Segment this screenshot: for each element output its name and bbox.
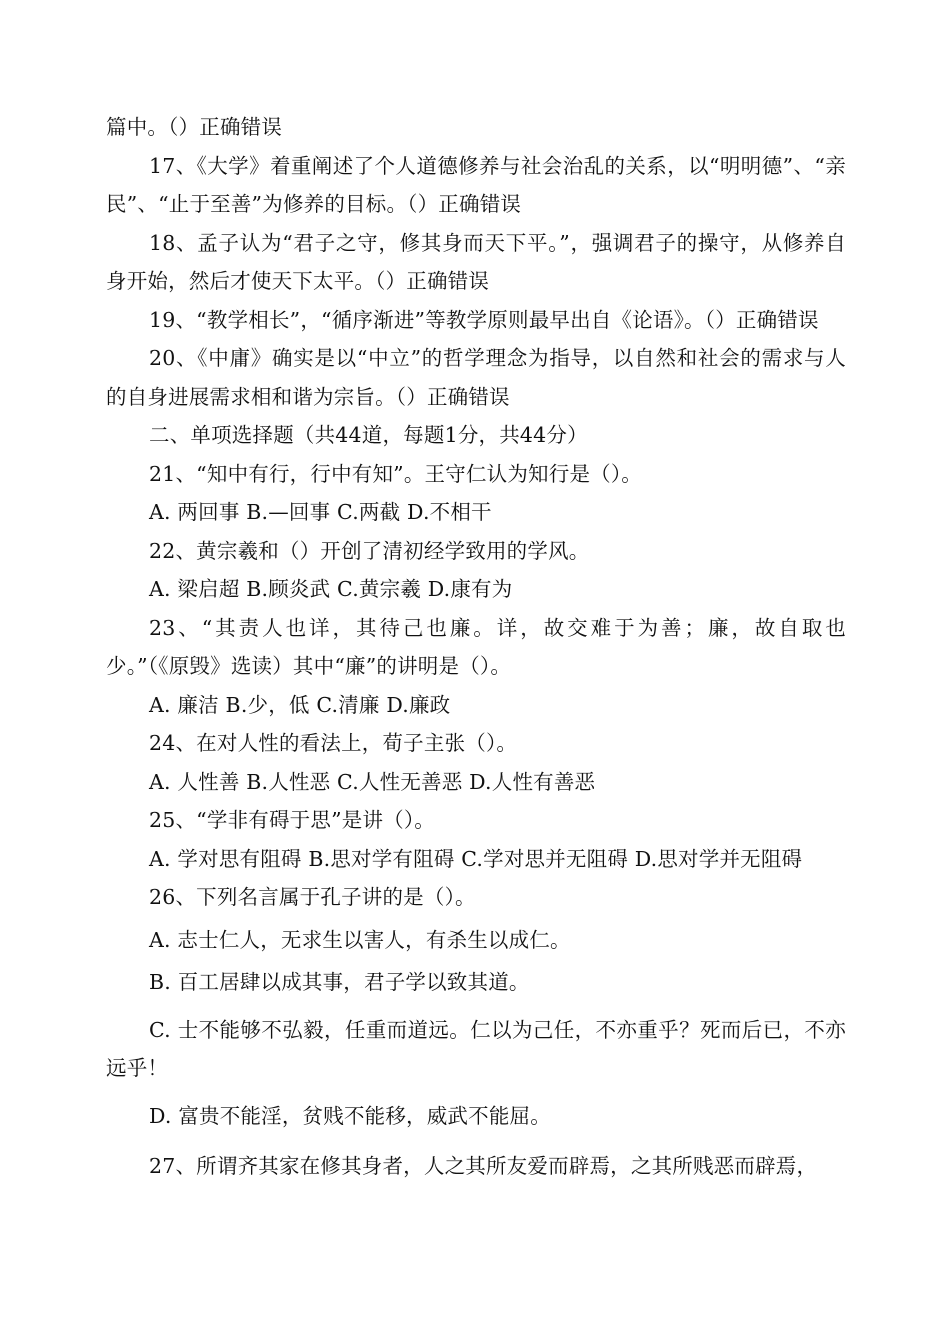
document-body [106,108,846,1186]
question-18: 18、孟子认为“君子之守，修其身而天下平。”，强调君子的操守，从修养自身开始，然后才使天下太平。（）正确错误 [106,230,846,293]
options-25: A. 学对思有阻碍 B.思对学有阻碍 C.学对思并无阻碍 D.思对学并无阻碍 [149,846,803,871]
text-line: 篇中。（）正确错误 [106,115,283,139]
question-20: 20、《中庸》确实是以“中立”的哲学理念为指导，以自然和社会的需求与人的自身进展需求相和谐为宗旨。（）正确错误 [106,346,846,409]
option-26-d: D. 富贵不能淫，贫贱不能移，威武不能屈。 [149,1103,551,1128]
question-26: 26、下列名言属于孔子讲的是（）。 [149,885,476,909]
question-19: 19、“教学相长”，“循序渐进”等教学原则最早出自《论语》。（）正确错误 [149,307,819,332]
options-22: A. 梁启超 B.顾炎武 C.黄宗羲 D.康有为 [149,577,513,601]
question-23: 23、“其责人也详，其待己也廉。详，故交难于为善；廉，故自取也少。”（《原毁》选读）其中“廉”的讲明是（）。 [106,615,846,678]
options-24: A. 人性善 B.人性恶 C.人性无善恶 D.人性有善恶 [149,769,596,794]
options-23: A. 廉洁 B.少，低 C.清廉 D.廉政 [149,692,451,717]
question-24: 24、在对人性的看法上，荀子主张（）。 [149,731,518,755]
question-22: 22、黄宗羲和（）开创了清初经学致用的学风。 [149,538,590,563]
question-27: 27、所谓齐其家在修其身者，人之其所友爱而辟焉，之其所贱恶而辟焉， [149,1154,818,1178]
question-21: 21、“知中有行，行中有知”。王守仁认为知行是（）。 [149,461,642,486]
question-25: 25、“学非有碍于思”是讲（）。 [149,808,435,832]
option-26-b: B. 百工居肆以成其事，君子学以致其道。 [149,970,530,994]
option-26-a: A. 志士仁人，无求生以害人，有杀生以成仁。 [149,927,571,952]
options-21: A. 两回事 B.—回事 C.两截 D.不相干 [149,500,492,524]
question-17: 17、《大学》着重阐述了个人道德修养与社会治乱的关系，以“明明德”、“亲民”、“止于至善”为修养的目标。（）正确错误 [106,153,846,216]
option-26-c: C. 士不能够不弘毅，任重而道远。仁以为己任，不亦重乎？死而后已，不亦远乎！ [106,1017,846,1080]
section-heading: 二、单项选择题（共44道，每题1分，共44分） [149,423,588,447]
